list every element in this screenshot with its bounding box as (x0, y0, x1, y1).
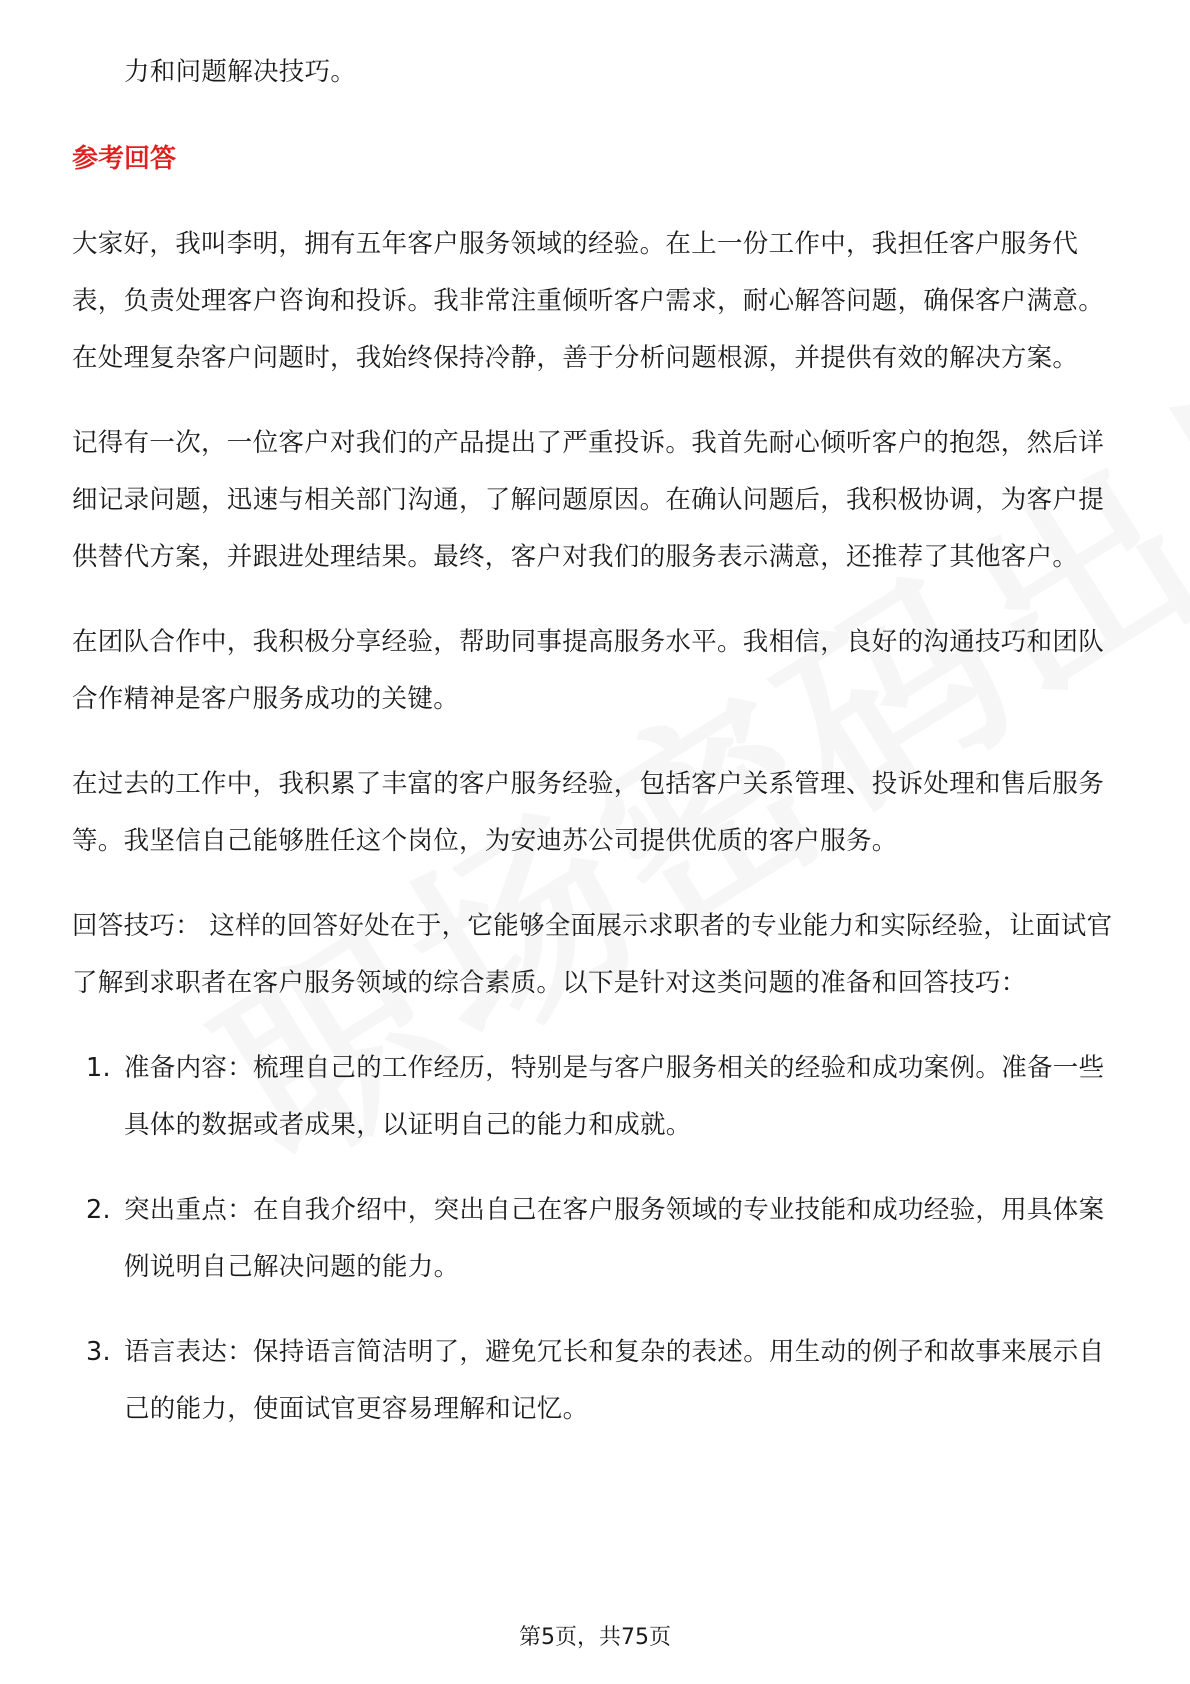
answer-paragraph-3: 在团队合作中，我积极分享经验，帮助同事提高服务水平。我相信，良好的沟通技巧和团队合作精神是客户服务成功的关键。 (72, 627, 1105, 714)
list-item (72, 1182, 1118, 1296)
list-item-number: 1. (86, 1053, 111, 1083)
list-item-text: 准备内容：梳理自己的工作经历，特别是与客户服务相关的经验和成功案例。准备一些具体的数据或者成果，以证明自己的能力和成就。 (124, 1053, 1105, 1140)
answer-tips-intro: 回答技巧： 这样的回答好处在于，它能够全面展示求职者的专业能力和实际经验，让面试官了解到求职者在客户服务领域的综合素质。以下是针对这类问题的准备和回答技巧： (72, 911, 1113, 998)
page-content (72, 44, 1118, 1466)
list-item (72, 1040, 1118, 1154)
list-item (72, 1324, 1118, 1438)
list-item-number: 2. (86, 1195, 111, 1225)
list-item-number: 3. (86, 1337, 111, 1367)
answer-paragraph-1: 大家好，我叫李明，拥有五年客户服务领域的经验。在上一份工作中，我担任客户服务代表，负责处理客户咨询和投诉。我非常注重倾听客户需求，耐心解答问题，确保客户满意。在处理复杂客户问题时，我始终保持冷静，善于分析问题根源，并提供有效的解决方案。 (72, 229, 1105, 373)
list-item-text: 语言表达：保持语言简洁明了，避免冗长和复杂的表述。用生动的例子和故事来展示自己的能力，使面试官更容易理解和记忆。 (124, 1337, 1105, 1424)
answer-paragraph-2: 记得有一次，一位客户对我们的产品提出了严重投诉。我首先耐心倾听客户的抱怨，然后详细记录问题，迅速与相关部门沟通，了解问题原因。在确认问题后，我积极协调，为客户提供替代方案，并跟进处理结果。最终，客户对我们的服务表示满意，还推荐了其他客户。 (72, 428, 1105, 572)
list-item-text: 突出重点：在自我介绍中，突出自己在客户服务领域的专业技能和成功经验，用具体案例说明自己解决问题的能力。 (124, 1195, 1105, 1282)
section-heading: 参考回答 (72, 144, 177, 174)
page-number-footer: 第5页，共75页 (519, 1625, 671, 1650)
tips-list (72, 1040, 1118, 1438)
intro-continuation: 力和问题解决技巧。 (124, 57, 357, 87)
answer-paragraph-4: 在过去的工作中，我积累了丰富的客户服务经验，包括客户关系管理、投诉处理和售后服务等。我坚信自己能够胜任这个岗位，为安迪苏公司提供优质的客户服务。 (72, 769, 1105, 856)
